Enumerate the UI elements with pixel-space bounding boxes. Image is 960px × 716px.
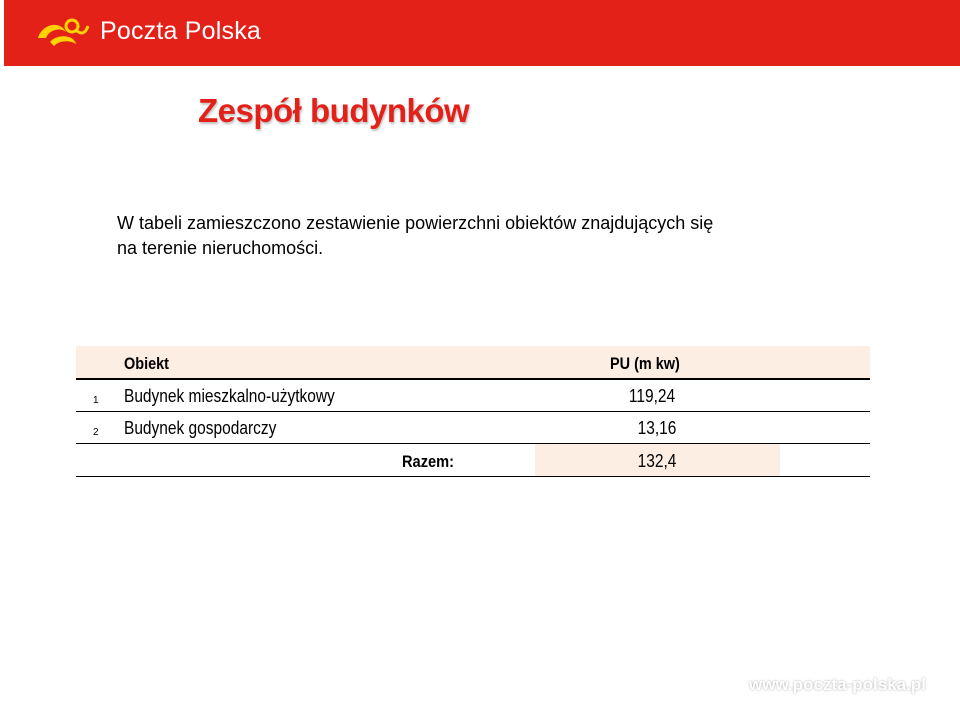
intro-line-1: W tabeli zamieszczono zestawienie powierzchni obiektów znajdujących się [117, 213, 714, 233]
table-header-row [76, 346, 870, 380]
row-area-value: 119,24 [628, 386, 676, 406]
table-row [76, 412, 870, 444]
row-object-name: Budynek mieszkalno-użytkowy [124, 386, 335, 406]
column-header-object: Obiekt [124, 354, 169, 373]
table-row [76, 380, 870, 412]
total-label: Razem: [402, 452, 455, 471]
table-total-row [76, 444, 870, 477]
top-bar [4, 0, 960, 66]
brand-name: Poczta Polska [100, 17, 262, 45]
row-index: 1 [93, 395, 99, 406]
website-url: www.poczta-polska.pl [749, 675, 926, 694]
row-object-name: Budynek gospodarczy [124, 418, 277, 438]
intro-line-2: na terenie nieruchomości. [117, 238, 324, 258]
slide-title: Zespół budynków [198, 92, 470, 129]
row-area-value: 13,16 [637, 418, 677, 438]
row-index: 2 [93, 427, 99, 438]
intro-text [117, 211, 817, 261]
column-header-area: PU (m kw) [610, 354, 680, 373]
total-area-value: 132,4 [637, 451, 677, 471]
poczta-polska-logo-icon [32, 14, 92, 50]
